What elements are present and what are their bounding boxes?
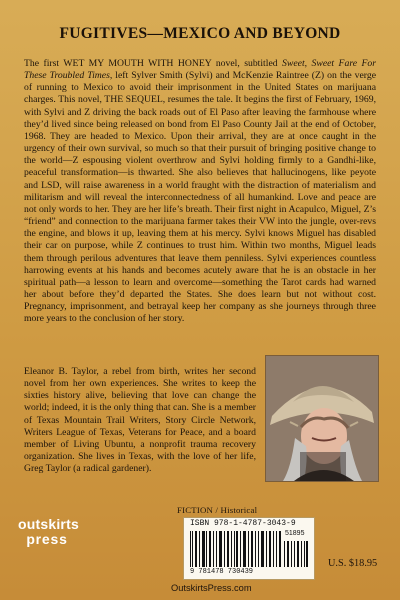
synopsis-text [24, 58, 376, 325]
author-photo [265, 355, 379, 482]
logo-word-press: press [26, 531, 68, 547]
barcode-digits: 9 781478 730439 [190, 568, 254, 576]
barcode-block [183, 517, 315, 580]
genre-label: FICTION / Historical [177, 505, 258, 515]
barcode-price-icon [284, 541, 309, 567]
synopsis-body: , left Sylver Smith (Sylvi) and McKenzie Raintree (Z) on the verge of running to Mexico to avoid their imprisonment in the United States on marijuana charges. This novel, THE SEQUEL, resumes the tale. It begins the first of February, 1969, with Sylvi and Z driving the back roads out of El Paso after leaving the farmhouse where they’d lived since being released on bond from El Paso County Jail at the end of October, 1968. They are headed to Mexico. Upon their arrival, they are at once caught in the urgency of their own survival, so much so that their pursuit of bringing positive change to the world—Z espousing violent overthrow and Sylvi holding firmly to a Gandhi-like, peaceful transformation—is thwarted. She also believes that hallucinogens, like peyote and LSD, will raise awareness in a world fraught with the distraction of materialism and militarism and will reveal the interconnectedness of all humankind. Love and peace are not only words to her. They are her life’s breath. Their first night in Acapulco, Miguel, Z’s “friend” and connection to the marijuana farmer takes their VW into the jungle, over-revs the engine, and blows it up, leaving them at his mercy. Sylvi knows Miguel has disabled their car on purpose, while Z continues to trust him. Within two months, Miguel leads them through perilous adventures that leave them penniless. Sylvi experiences countless harrowing events at his hands and becomes acutely aware that he is an obstacle in her spiritual path—a lesson to learn and overcome—something the Tarot cards had warned her about before they’d departed the States. She does learn but not without cost. Pregnancy, imprisonment, and betrayal keep her company as she journeys through three more years to the conclusion of her story. [24, 70, 376, 325]
author-bio: Eleanor B. Taylor, a rebel from birth, writes her second novel from her own experiences. She writes to keep the sixties history alive, believing that love can change the world; indeed, it is the only thing that can. She is a member of Texas Mountain Trail Writers, Story Circle Network, Writers League of Texas, Veterans for Peace, and a board member of Living Ubuntu, a nonprofit trauma recovery organization. She lives in Texas, with the love of her life, Greg Taylor (a radical gardener). [24, 366, 256, 475]
synopsis-subtitle: Sweet, Sweet Fare For These Troubled Times [24, 58, 376, 82]
publisher-url: OutskirtsPress.com [171, 583, 252, 593]
barcode-main-icon [190, 531, 282, 567]
publisher-logo [18, 516, 79, 557]
isbn-number: ISBN 978-1-4787-3043-9 [190, 519, 296, 528]
price-code: 51895 [285, 530, 305, 537]
book-price: U.S. $18.95 [328, 558, 378, 569]
author-portrait-image [266, 356, 378, 481]
logo-word-outskirts: outskirts [18, 516, 79, 532]
book-title: FUGITIVES—MEXICO AND BEYOND [59, 25, 341, 42]
synopsis-intro: The first WET MY MOUTH WITH HONEY novel, subtitled [24, 58, 283, 69]
